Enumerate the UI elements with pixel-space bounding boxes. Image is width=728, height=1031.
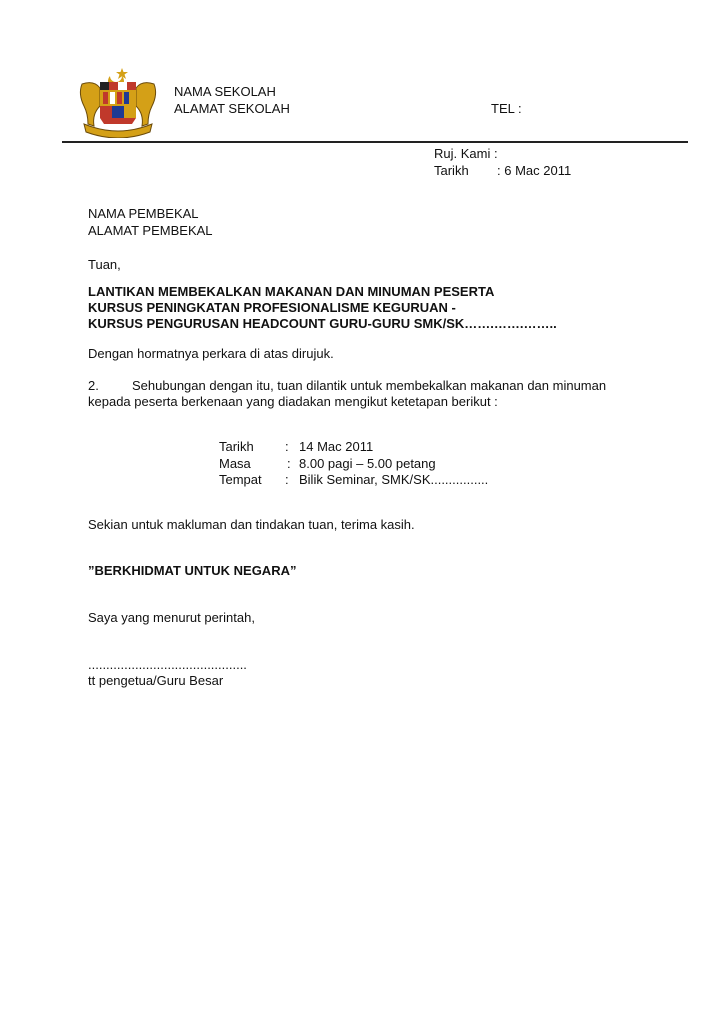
subject-line-3: KURSUS PENGURUSAN HEADCOUNT GURU-GURU SMK/SK…….…….…….. — [88, 316, 557, 331]
date-label: Tarikh — [434, 163, 469, 178]
reference-number: Ruj. Kami : — [434, 146, 498, 161]
recipient-name: NAMA PEMBEKAL — [88, 206, 199, 221]
school-name: NAMA SEKOLAH — [174, 84, 276, 99]
schedule-label: Tempat — [219, 472, 262, 487]
paragraph-2-line-2: kepada peserta berkenaan yang diadakan mengikut ketetapan berikut : — [88, 394, 498, 409]
paragraph-2-line-1: Sehubungan dengan itu, tuan dilantik untuk membekalkan makanan dan minuman — [132, 378, 607, 393]
school-tel: TEL : — [491, 101, 522, 116]
schedule-label: Tarikh — [219, 439, 254, 454]
paragraph-number: 2. — [88, 378, 99, 393]
schedule-label: Masa — [219, 456, 251, 471]
schedule-colon: : — [285, 439, 289, 454]
recipient-address: ALAMAT PEMBEKAL — [88, 223, 213, 238]
motto: ”BERKHIDMAT UNTUK NEGARA” — [88, 563, 297, 578]
schedule-value: 14 Mac 2011 — [299, 439, 374, 454]
school-address: ALAMAT SEKOLAH — [174, 101, 290, 116]
schedule-colon: : — [287, 456, 291, 471]
signoff: Saya yang menurut perintah, — [88, 610, 255, 625]
subject-line-1: LANTIKAN MEMBEKALKAN MAKANAN DAN MINUMAN PESERTA — [88, 284, 495, 299]
subject-line-2: KURSUS PENINGKATAN PROFESIONALISME KEGURUAN - — [88, 300, 456, 315]
coat-of-arms-logo — [76, 66, 160, 138]
salutation: Tuan, — [88, 257, 121, 272]
schedule-colon: : — [285, 472, 289, 487]
letterhead-rule — [62, 141, 688, 143]
schedule-value: Bilik Seminar, SMK/SK................ — [299, 472, 489, 487]
opening-sentence: Dengan hormatnya perkara di atas dirujuk. — [88, 346, 334, 361]
date-value: : 6 Mac 2011 — [497, 163, 572, 178]
closing-sentence: Sekian untuk makluman dan tindakan tuan, terima kasih. — [88, 517, 415, 532]
signature-line: ............................................ — [88, 657, 247, 672]
schedule-value: 8.00 pagi – 5.00 petang — [299, 456, 436, 471]
signatory-title: tt pengetua/Guru Besar — [88, 673, 224, 688]
